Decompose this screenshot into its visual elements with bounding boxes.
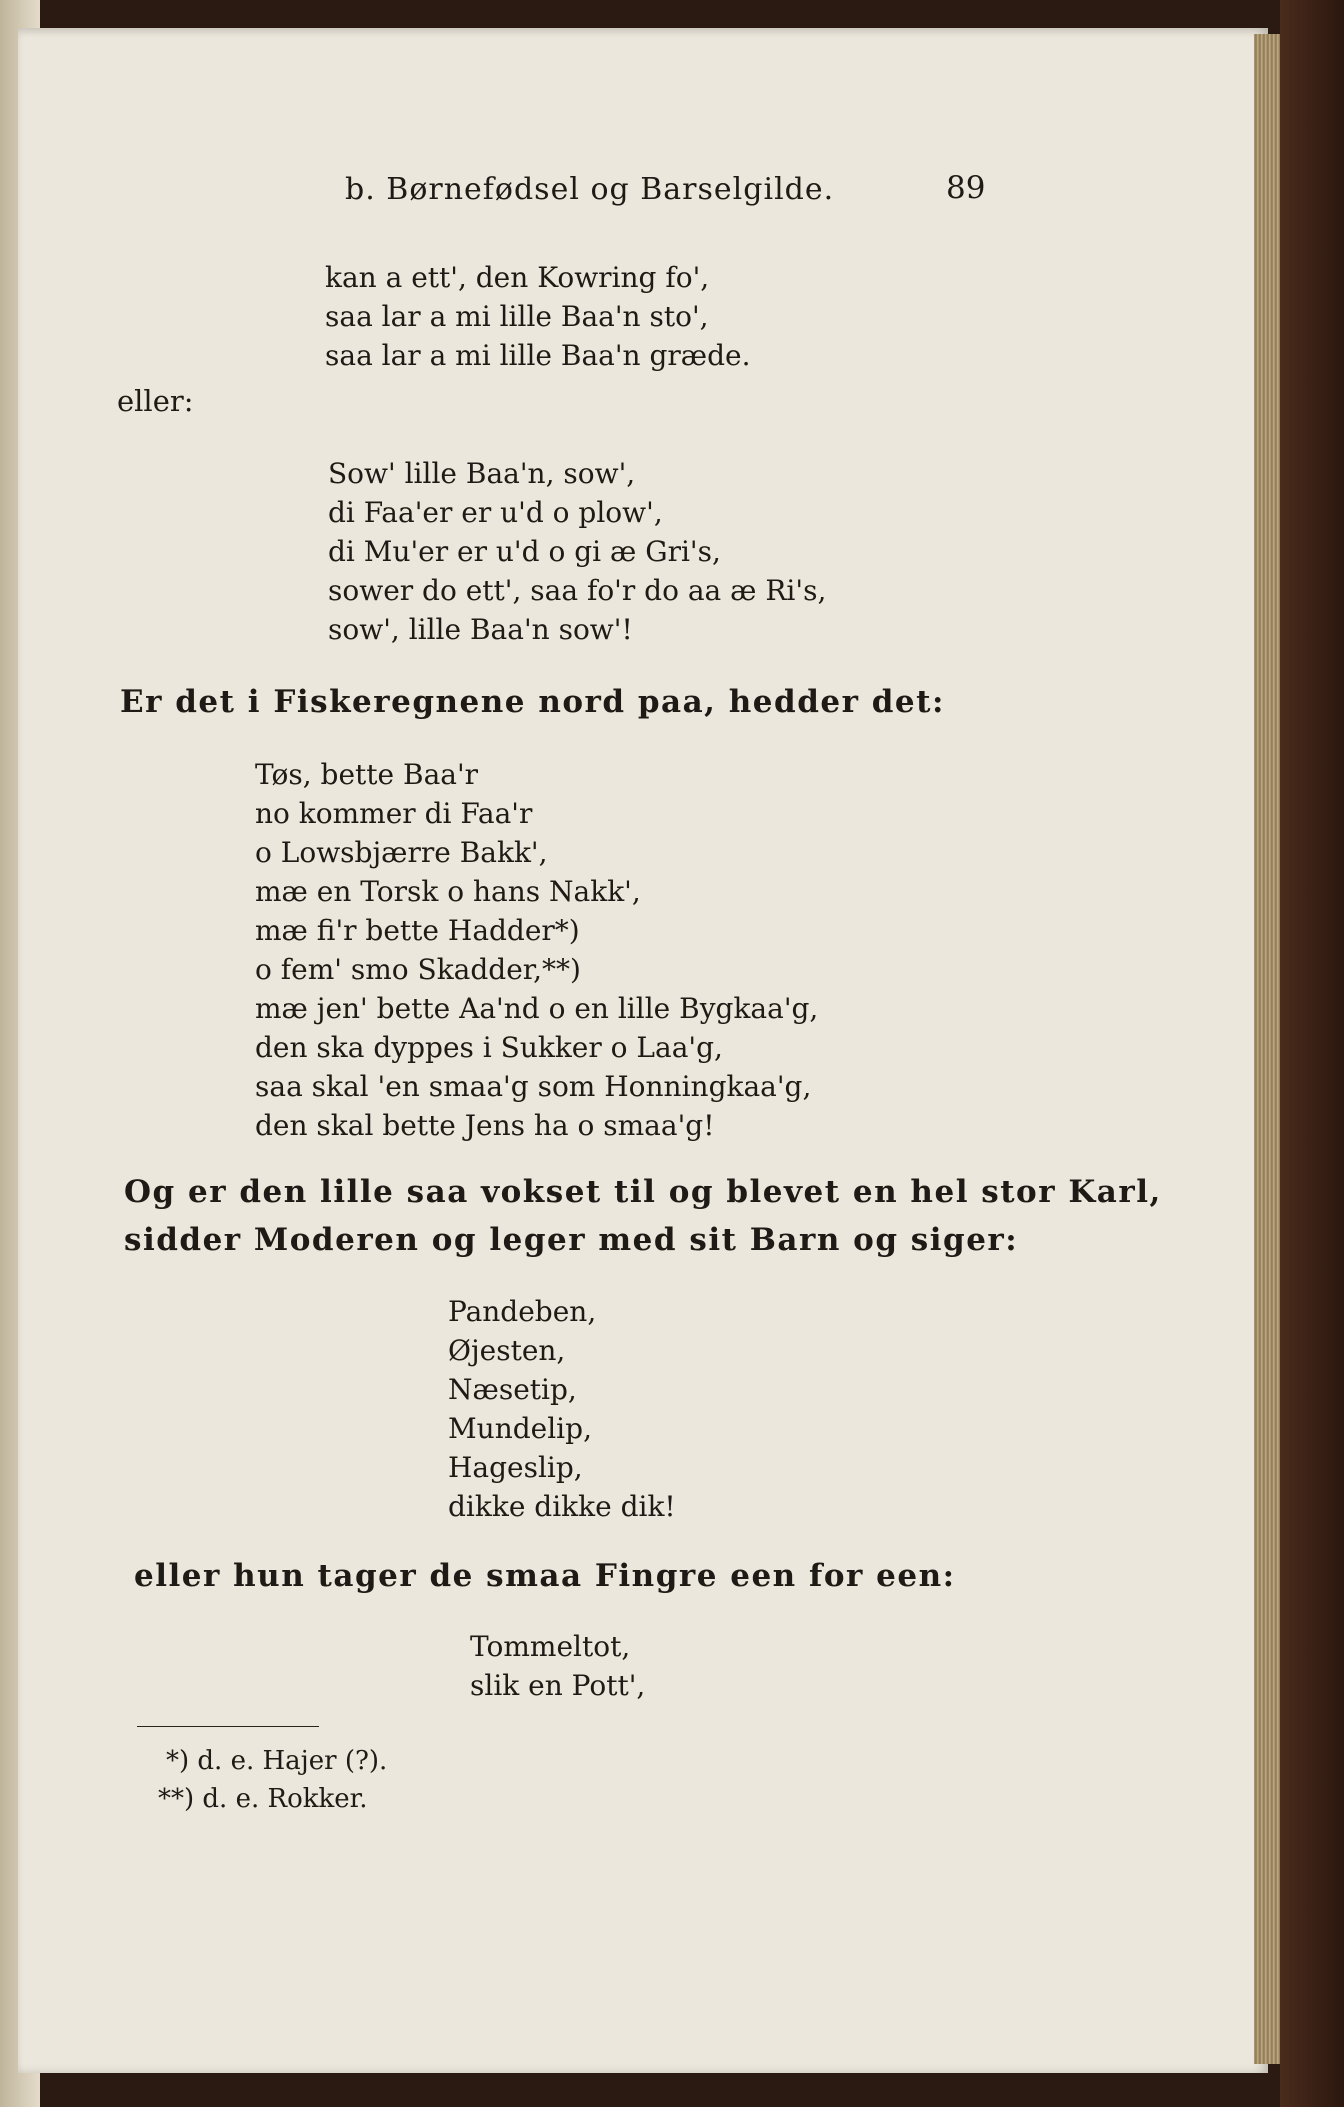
footnote-1: *) d. e. Hajer (?). (166, 1746, 388, 1776)
verse-line: saa lar a mi lille Baa'n græde. (325, 339, 751, 372)
verse-line: Sow' lille Baa'n, sow', (328, 457, 636, 490)
verse-line: o fem' smo Skadder,**) (255, 953, 581, 986)
verse-line: mæ en Torsk o hans Nakk', (255, 875, 641, 908)
verse-line: dikke dikke dik! (448, 1490, 676, 1523)
verse-line: den ska dyppes i Sukker o Laa'g, (255, 1031, 723, 1064)
page-edges (1254, 34, 1280, 2064)
verse-line: Næsetip, (448, 1373, 577, 1406)
verse-line: Pandeben, (448, 1295, 597, 1328)
verse-line: saa skal 'en smaa'g som Honningkaa'g, (255, 1070, 812, 1103)
verse-line: saa lar a mi lille Baa'n sto', (325, 300, 709, 333)
verse-line: sow', lille Baa'n sow'! (328, 613, 633, 646)
verse-line: no kommer di Faa'r (255, 797, 533, 830)
verse-line: Tøs, bette Baa'r (255, 758, 479, 791)
verse-line: sower do ett', saa fo'r do aa æ Ri's, (328, 574, 827, 607)
verse-line: Hageslip, (448, 1451, 583, 1484)
verse-line: Øjesten, (448, 1334, 566, 1367)
verse-line: den skal bette Jens ha o smaa'g! (255, 1109, 715, 1142)
label-eller: eller: (117, 384, 194, 418)
prose-line: sidder Moderen og leger med sit Barn og siger: (124, 1222, 1019, 1258)
verse-line: di Mu'er er u'd o gi æ Gri's, (328, 535, 721, 568)
verse-line: o Lowsbjærre Bakk', (255, 836, 548, 869)
verse-line: mæ jen' bette Aa'nd o en lille Bygkaa'g, (255, 992, 819, 1025)
prose-paragraph-1: Er det i Fiskeregnene nord paa, hedder det: (120, 684, 945, 720)
running-title: b. Børnefødsel og Barselgilde. (345, 172, 835, 207)
footnote-2: **) d. e. Rokker. (158, 1784, 368, 1814)
verse-line: mæ fi'r bette Hadder*) (255, 914, 580, 947)
prose-paragraph-3: eller hun tager de smaa Fingre een for een: (134, 1558, 956, 1594)
verse-line: slik en Pott', (470, 1669, 646, 1702)
book-cover-edge (1280, 0, 1344, 2107)
prose-line: Og er den lille saa vokset til og blevet en hel stor Karl, (124, 1174, 1162, 1210)
verse-line: kan a ett', den Kowring fo', (325, 261, 710, 294)
page-number: 89 (946, 170, 986, 206)
verse-line: di Faa'er er u'd o plow', (328, 496, 663, 529)
verse-line: Tommeltot, (470, 1630, 631, 1663)
footnote-divider (137, 1726, 319, 1727)
verse-line: Mundelip, (448, 1412, 592, 1445)
